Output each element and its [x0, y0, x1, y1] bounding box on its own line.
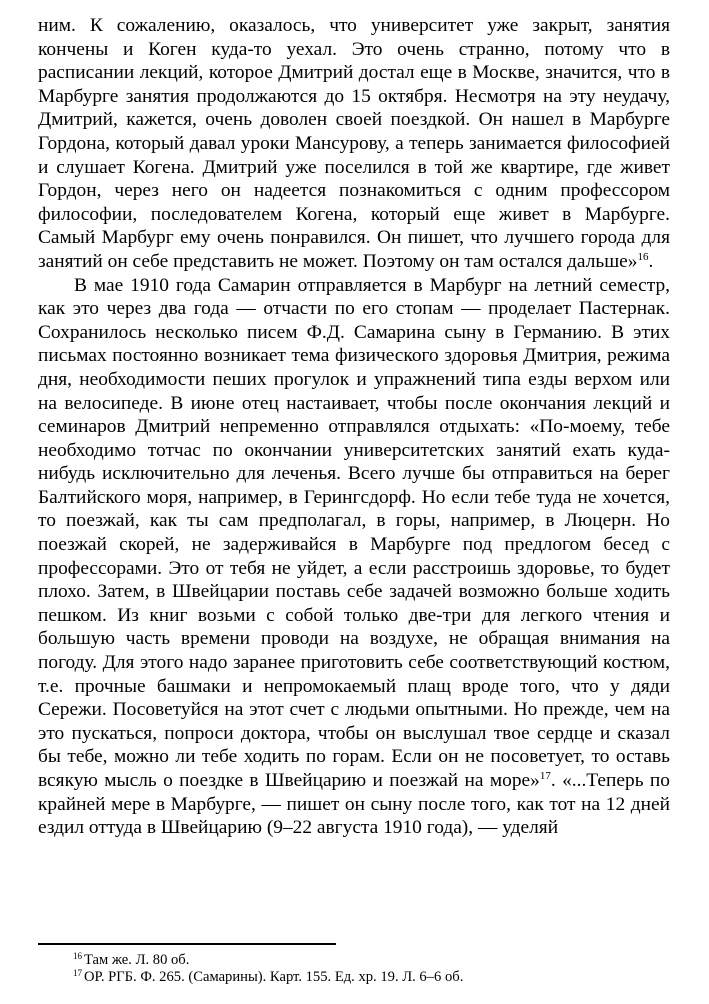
footnote-text: Там же. Л. 80 об. [84, 952, 190, 968]
footnote-number: 17 [73, 968, 82, 978]
paragraph-2-text-part2: . «...Теперь по крайней мере в Марбурге, — пишет он сыну после того, как тот на 12 дней ездил оттуда в Швейцарию (9–22 августа 1910 года), — уделяй [38, 770, 670, 839]
paragraph-2 [38, 274, 670, 840]
paragraph-1-tail: . [648, 250, 654, 272]
paragraph-1 [38, 14, 670, 274]
footnote-16 [73, 952, 673, 969]
document-body [38, 14, 670, 840]
footnote-text: ОР. РГБ. Ф. 265. (Самарины). Карт. 155. Ед. хр. 19. Л. 6–6 об. [84, 969, 464, 985]
footnote-separator [38, 943, 336, 945]
footnote-number: 16 [73, 951, 82, 961]
paragraph-1-text: ним. К сожалению, оказалось, что университет уже закрыт, занятия кончены и Коген куда-то уехал. Это очень странно, потому что в расписании лекций, которое Дмитрий достал еще в Москве, значится, что в Марбурге занятия продолжаются до 15 октября. Несмотря на эту неудачу, Дмитрий, кажется, очень доволен своей поездкой. Он нашел в Марбурге Гордона, который давал уроки Мансурову, а теперь занимается философией и слушает Когена. Дмитрий уже поселился в той же квартире, где живет Гордон, через него он надеется познакомиться с одним профессором философии, последователем Когена, который еще живет в Марбурге. Самый Марбург ему очень понравился. Он пишет, что лучшего города для занятий он себе представить не может. Поэтому он там остался дальше» [38, 15, 670, 272]
footnote-ref-17[interactable]: 17 [539, 770, 551, 782]
paragraph-2-text-part1: В мае 1910 года Самарин отправляется в Марбург на летний семестр, как это через два года — отчасти по его стопам — проделает Пастернак. Сохранилось несколько писем Ф.Д. Самарина сыну в Германию. В этих письмах постоянно возникает тема физического здоровья Дмитрия, режима дня, необходимости пеших прогулок и упражнений типа езды верхом или на велосипеде. В июне отец настаивает, чтобы после окончания лекций и семинаров Дмитрий непременно отправлялся отдыхать: «По-моему, тебе необходимо тотчас по окончании университетских занятий ехать куда-нибудь исключительно для леченья. Всего лучше бы отправиться на берег Балтийского моря, например, в Герингсдорф. Но если тебе туда не хочется, то поезжай, как ты сам предполагал, в горы, например, в Люцерн. Но поезжай скорей, не задерживайся в Марбурге под предлогом бесед с профессорами. Это от тебя не уйдет, а если расстроишь здоровье, то будет плохо. Затем, в Швейцарии поставь себе задачей возможно больше ходить пешком. Из книг возьми с собой только две-три для легкого чтения и большую часть времени проводи на воздухе, не обращая внимания на погоду. Для этого надо заранее приготовить себе соответствующий костюм, т.е. прочные башмаки и непромокаемый плащ вроде того, что у дяди Сережи. Посоветуйся на этот счет с людьми опытными. Но прежде, чем на это пускаться, попроси доктора, чтобы он выслушал твое сердце и сказал бы тебе, можно ли тебе ходить по горам. Если он не посоветует, то оставь всякую мысль о поездке в Швейцарию и поезжай на море» [38, 274, 670, 791]
footnote-ref-16[interactable]: 16 [637, 250, 649, 263]
footnote-17 [73, 969, 673, 986]
footnotes [73, 952, 673, 986]
